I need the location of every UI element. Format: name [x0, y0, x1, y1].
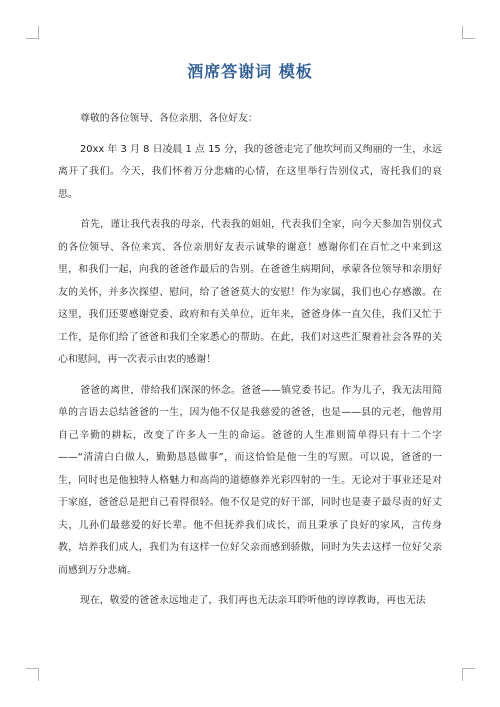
document-title: 酒席答谢词 模板 — [187, 62, 313, 81]
crop-mark-bottom-right — [462, 668, 475, 681]
crop-mark-top-right — [462, 26, 475, 39]
crop-mark-bottom-left — [26, 668, 39, 681]
paragraph-opening: 20xx 年 3 月 8 日凌晨 1 点 15 分，我的爸爸走完了他坎坷而又绚丽的一生，永远离开了我们。今天，我们怀着万分悲痛的心情，在这里举行告别仪式，寄托我们的哀思。 — [58, 143, 442, 200]
paragraph-closing: 现在，敬爱的爸爸永远地走了，我们再也无法亲耳聆听他的谆谆教诲，再也无法 — [80, 595, 426, 606]
paragraph-salutation: 尊敬的各位领导、各位亲朋、各位好友： — [80, 113, 258, 124]
paragraph-tribute: 爸爸的离世，带给我们深深的怀念。爸爸——镇党委书记。作为儿子，我无法用简单的言语去总结爸爸的一生，因为他不仅是我慈爱的爸爸，也是——县的元老，他曾用自己辛勤的耕耘，改变了许多人一生的命运。爸爸的人生准则简单得只有十二个字——“清清白白做人，勤勤恳恳做事”，而这恰恰是他一生的写照。可以说，爸爸的一生，同时也是他独特人格魅力和高尚的道德修养光彩四射的一生。无论对于事业还是对于家庭，爸爸总是把自己看得很轻。他不仅是党的好干部，同时也是妻子最尽责的好丈夫，儿孙们最慈爱的好长辈。他不但抚养我们成长，而且秉承了良好的家风，言传身教，培养我们成人，我们为有这样一位好父亲而感到骄傲，同时为失去这样一位好父亲而感到万分悲痛。 — [58, 384, 442, 576]
paragraph-thanks: 首先，谨让我代表我的母亲，代表我的姐姐，代表我们全家，向今天参加告别仪式的各位领导、各位来宾、各位亲朋好友表示诚挚的谢意！感谢你们在百忙之中来到这里，和我们一起，向我的爸爸作最后的告别。在爸爸生病期间，承蒙各位领导和亲朋好友的关怀，并多次探望、慰问，给了爸爸莫大的安慰！作为家属，我们也心存感激。在这里，我们还要感谢党委、政府和有关单位，近年来，爸爸身体一直欠佳，我们又忙于工作，是你们给了爸爸和我们全家悉心的帮助。在此，我们对这些汇聚着社会各界的关心和慰问，再一次表示由衷的感谢！ — [58, 219, 442, 365]
crop-mark-top-left — [26, 26, 39, 39]
document-body[interactable] — [58, 108, 442, 613]
